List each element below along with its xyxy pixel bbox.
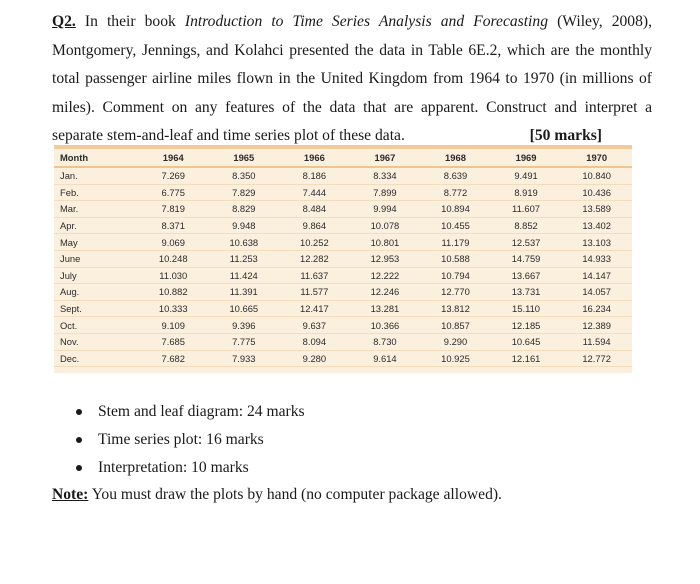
month-cell: Dec. [54,350,138,367]
value-cell: 9.614 [350,350,421,367]
value-cell: 12.282 [279,250,350,267]
column-header-year: 1964 [138,149,209,167]
airline-miles-table [54,149,632,367]
value-cell: 10.252 [279,234,350,251]
table-bottom-padding [54,367,632,373]
value-cell: 14.759 [491,250,562,267]
value-cell: 7.682 [138,350,209,367]
value-cell: 12.772 [561,350,632,367]
month-cell: Nov. [54,333,138,350]
table-row [54,317,632,334]
month-cell: Jan. [54,167,138,184]
bullet-icon [76,465,82,471]
value-cell: 13.281 [350,300,421,317]
value-cell: 8.371 [138,217,209,234]
table-body [54,167,632,367]
list-item [52,398,305,426]
value-cell: 13.589 [561,201,632,218]
value-cell: 9.396 [209,317,280,334]
column-header-year: 1966 [279,149,350,167]
value-cell: 12.537 [491,234,562,251]
bullet-text: Interpretation: 10 marks [98,459,249,476]
note-text: You must draw the plots by hand (no computer package allowed). [88,486,502,503]
value-cell: 10.794 [420,267,491,284]
value-cell: 12.770 [420,284,491,301]
table-row [54,300,632,317]
value-cell: 7.444 [279,184,350,201]
month-cell: Apr. [54,217,138,234]
value-cell: 10.248 [138,250,209,267]
value-cell: 14.147 [561,267,632,284]
bullet-icon [76,409,82,415]
value-cell: 7.775 [209,333,280,350]
table-row [54,184,632,201]
value-cell: 10.638 [209,234,280,251]
value-cell: 11.594 [561,333,632,350]
value-cell: 12.185 [491,317,562,334]
value-cell: 13.812 [420,300,491,317]
value-cell: 10.857 [420,317,491,334]
table-row [54,217,632,234]
question-number: Q2. [52,13,76,30]
data-table-panel [54,145,632,373]
value-cell: 10.366 [350,317,421,334]
value-cell: 15.110 [491,300,562,317]
value-cell: 14.057 [561,284,632,301]
value-cell: 8.186 [279,167,350,184]
value-cell: 12.417 [279,300,350,317]
value-cell: 8.484 [279,201,350,218]
note-paragraph [52,483,502,507]
value-cell: 12.953 [350,250,421,267]
value-cell: 12.246 [350,284,421,301]
table-row [54,250,632,267]
value-cell: 10.925 [420,350,491,367]
value-cell: 12.161 [491,350,562,367]
table-header-row [54,149,632,167]
marks-breakdown-list [52,398,305,482]
value-cell: 9.109 [138,317,209,334]
value-cell: 10.894 [420,201,491,218]
bullet-text: Stem and leaf diagram: 24 marks [98,403,305,420]
table-row [54,234,632,251]
value-cell: 16.234 [561,300,632,317]
value-cell: 7.829 [209,184,280,201]
value-cell: 8.334 [350,167,421,184]
value-cell: 9.637 [279,317,350,334]
value-cell: 7.269 [138,167,209,184]
value-cell: 7.933 [209,350,280,367]
value-cell: 11.577 [279,284,350,301]
month-cell: Sept. [54,300,138,317]
column-header-year: 1969 [491,149,562,167]
column-header-year: 1965 [209,149,280,167]
value-cell: 8.919 [491,184,562,201]
value-cell: 9.069 [138,234,209,251]
value-cell: 14.933 [561,250,632,267]
table-row [54,284,632,301]
value-cell: 9.491 [491,167,562,184]
value-cell: 7.685 [138,333,209,350]
value-cell: 9.948 [209,217,280,234]
book-title: Introduction to Time Series Analysis and Forecasting [184,13,548,30]
value-cell: 12.222 [350,267,421,284]
column-header-year: 1970 [561,149,632,167]
value-cell: 11.637 [279,267,350,284]
month-cell: Feb. [54,184,138,201]
value-cell: 10.436 [561,184,632,201]
month-cell: Oct. [54,317,138,334]
value-cell: 8.852 [491,217,562,234]
value-cell: 8.772 [420,184,491,201]
bullet-text: Time series plot: 16 marks [98,431,264,448]
value-cell: 11.253 [209,250,280,267]
value-cell: 10.882 [138,284,209,301]
month-cell: June [54,250,138,267]
question-text-intro: In their book [75,13,185,30]
value-cell: 8.094 [279,333,350,350]
value-cell: 9.864 [279,217,350,234]
column-header-year: 1967 [350,149,421,167]
value-cell: 11.607 [491,201,562,218]
value-cell: 10.588 [420,250,491,267]
value-cell: 6.775 [138,184,209,201]
value-cell: 11.030 [138,267,209,284]
month-cell: May [54,234,138,251]
value-cell: 9.280 [279,350,350,367]
bullet-icon [76,437,82,443]
question-paragraph [52,8,652,151]
column-header-year: 1968 [420,149,491,167]
value-cell: 11.179 [420,234,491,251]
value-cell: 13.103 [561,234,632,251]
value-cell: 13.667 [491,267,562,284]
value-cell: 10.333 [138,300,209,317]
table-row [54,167,632,184]
value-cell: 11.424 [209,267,280,284]
value-cell: 12.389 [561,317,632,334]
value-cell: 10.455 [420,217,491,234]
table-row [54,350,632,367]
list-item [52,426,305,454]
month-cell: July [54,267,138,284]
value-cell: 10.078 [350,217,421,234]
table-row [54,267,632,284]
value-cell: 10.665 [209,300,280,317]
value-cell: 13.731 [491,284,562,301]
value-cell: 8.639 [420,167,491,184]
question-text-body: (Wiley, 2008), Montgomery, Jennings, and Kolahci presented the data in Table 6E.2, which are the monthly total passenger airline miles flown in the United Kingdom from 1964 to 1970 (in millions of miles). Comment on any features of the data that are apparent. Construct and interpret a separate stem-and-leaf and time series plot of these data. [52,13,652,144]
month-cell: Aug. [54,284,138,301]
value-cell: 10.645 [491,333,562,350]
marks-label: [50 marks] [529,127,602,144]
value-cell: 10.801 [350,234,421,251]
value-cell: 13.402 [561,217,632,234]
note-label: Note: [52,486,89,503]
value-cell: 7.899 [350,184,421,201]
value-cell: 8.829 [209,201,280,218]
value-cell: 10.840 [561,167,632,184]
value-cell: 8.730 [350,333,421,350]
month-cell: Mar. [54,201,138,218]
column-header-month: Month [54,149,138,167]
value-cell: 9.290 [420,333,491,350]
list-item [52,454,305,482]
table-row [54,333,632,350]
value-cell: 9.994 [350,201,421,218]
value-cell: 8.350 [209,167,280,184]
table-row [54,201,632,218]
value-cell: 11.391 [209,284,280,301]
value-cell: 7.819 [138,201,209,218]
